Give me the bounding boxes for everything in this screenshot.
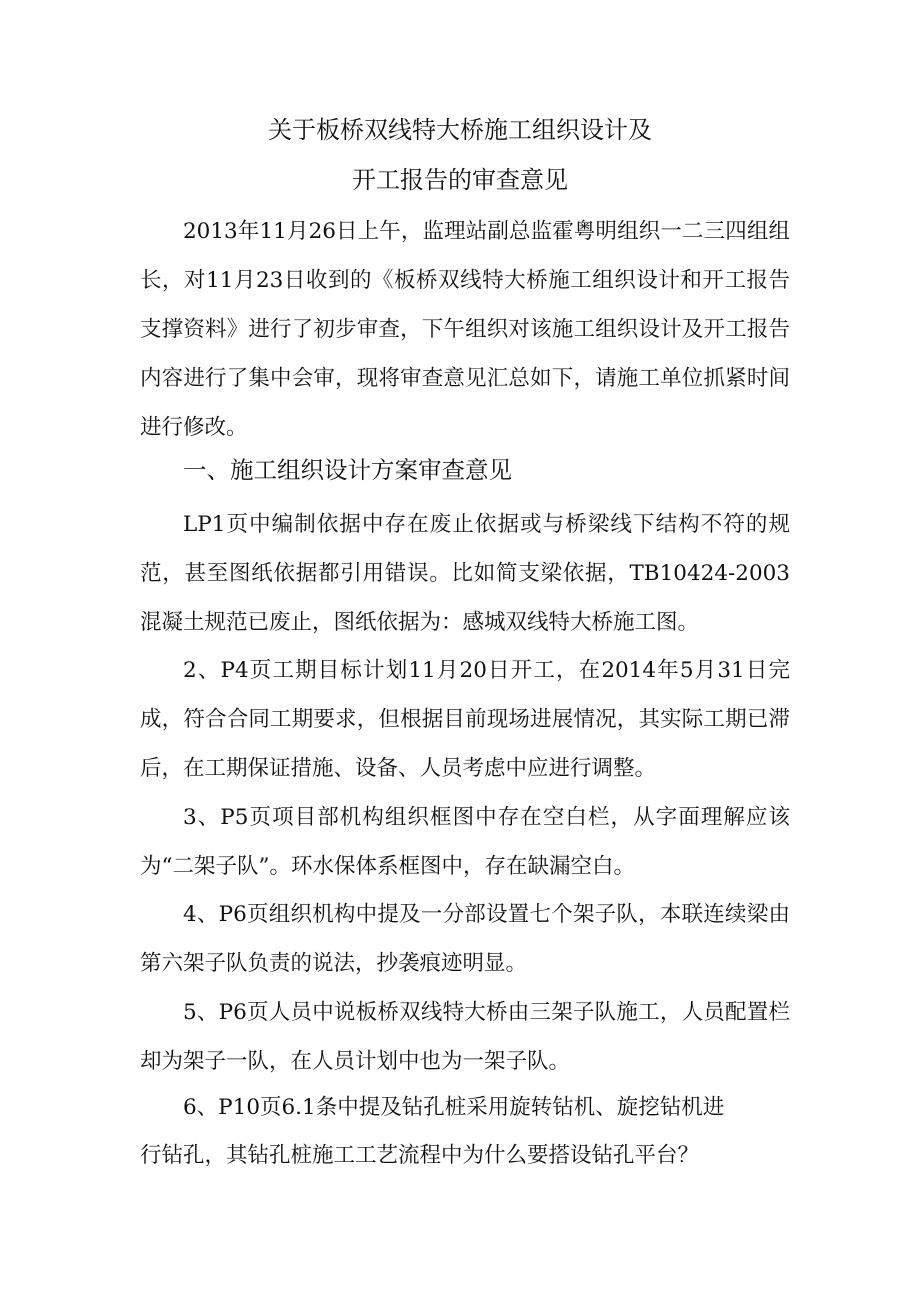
document-title-line-2: 开工报告的审查意见 [352, 166, 568, 194]
document-title-line-1: 关于板桥双线特大桥施工组织设计及 [268, 116, 652, 144]
review-item-3: 3、P5页项目部机构组织框图中存在空白栏，从字面理解应该为“二架子队”。环水保体系框图中，存在缺漏空白。 [140, 805, 790, 879]
intro-paragraph: 2013年11月26日上午，监理站副总监霍粤明组织一二三四组组长，对11月23日收到的《板桥双线特大桥施工组织设计和开工报告支撑资料》进行了初步审查，下午组织对该施工组织设计及开工报告内容进行了集中会审，现将审查意见汇总如下，请施工单位抓紧时间进行修改。 [140, 219, 790, 440]
review-item-5: 5、P6页人员中说板桥双线特大桥由三架子队施工，人员配置栏却为架子一队，在人员计划中也为一架子队。 [140, 1000, 790, 1074]
review-item-6-line-2: 行钻孔，其钻孔桩施工工艺流程中为什么要搭设钻孔平台？ [140, 1143, 700, 1168]
review-item-4: 4、P6页组织机构中提及一分部设置七个架子队，本联连续梁由第六架子队负责的说法，抄袭痕迹明显。 [140, 902, 790, 976]
review-item-2: 2、P4页工期目标计划11月20日开工，在2014年5月31日完成，符合合同工期要求，但根据目前现场进展情况，其实际工期已滞后，在工期保证措施、设备、人员考虑中应进行调整。 [140, 658, 790, 781]
section-heading: 一、施工组织设计方案审查意见 [183, 456, 512, 484]
review-item-6-line-1: 6、P10页6.1条中提及钻孔桩采用旋转钻机、旋挖钻机进 [183, 1095, 725, 1120]
review-item-1: LP1页中编制依据中存在废止依据或与桥梁线下结构不符的规范，甚至图纸依据都引用错误。比如简支梁依据，TB10424-2003混凝土规范已废止，图纸依据为：感城双线特大桥施工图。 [140, 512, 790, 635]
